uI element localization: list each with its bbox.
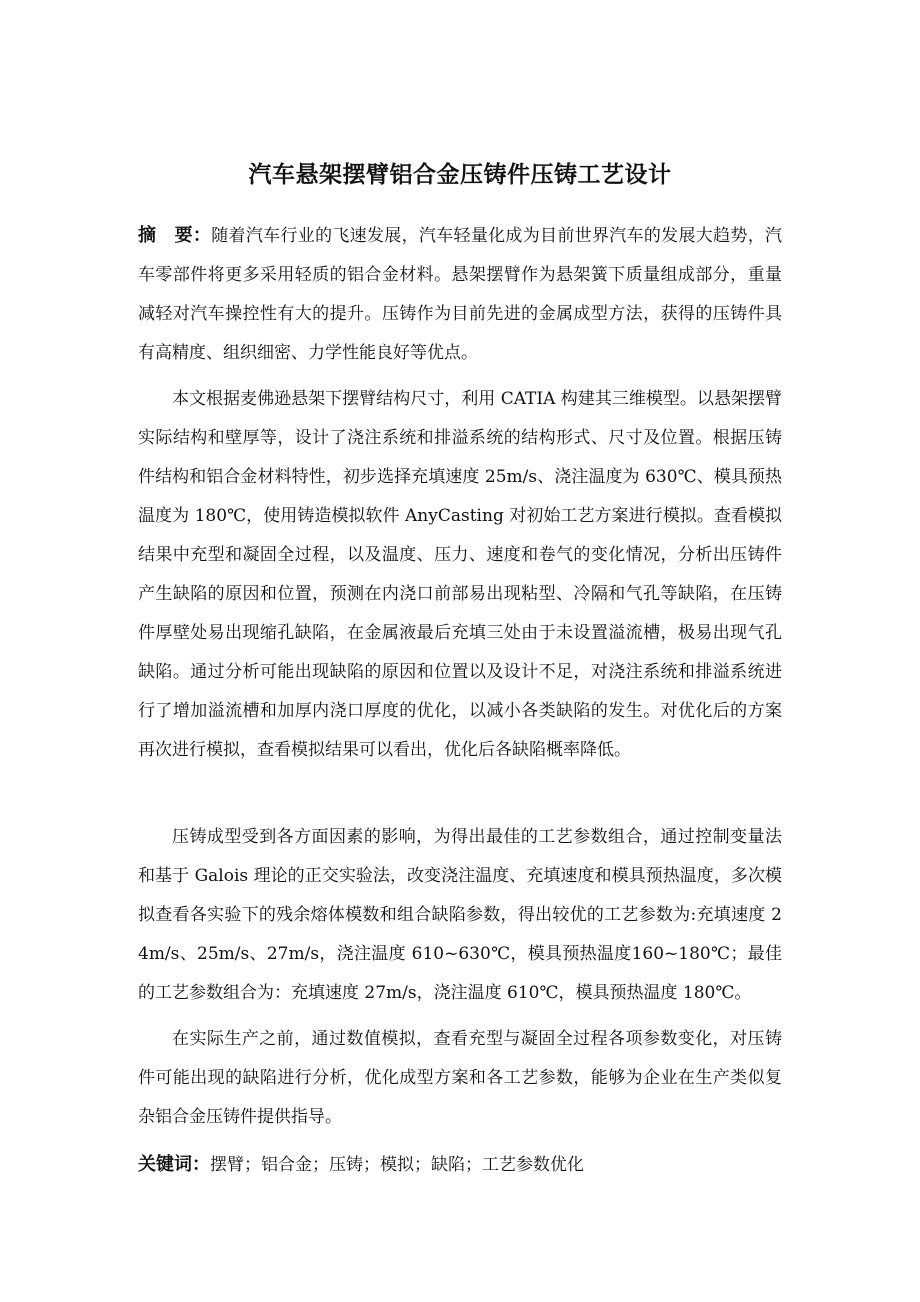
abstract-text: 随着汽车行业的飞速发展，汽车轻量化成为目前世界汽车的发展大趋势，汽车零部件将更多采用轻质的铝合金材料。悬架摆臂作为悬架簧下质量组成部分，重量减轻对汽车操控性有大的提升。压铸作为目前先进的金属成型方法，获得的压铸件具有高精度、组织细密、力学性能良好等优点。 xyxy=(138,226,783,363)
keywords-line xyxy=(138,1145,782,1185)
body-paragraph-method: 本文根据麦佛逊悬架下摆臂结构尺寸，利用 CATIA 构建其三维模型。以悬架摆臂实际结构和壁厚等，设计了浇注系统和排溢系统的结构形式、尺寸及位置。根据压铸件结构和铝合金材料特性，初步选择充填速度 25m/s、浇注温度为 630℃、模具预热温度为 180℃，使用铸造模拟软件 AnyCasting 对初始工艺方案进行模拟。查看模拟结果中充型和凝固全过程，以及温度、压力、速度和卷气的变化情况，分析出压铸件产生缺陷的原因和位置，预测在内浇口前部易出现粘型、冷隔和气孔等缺陷，在压铸件厚壁处易出现缩孔缺陷，在金属液最后充填三处由于未设置溢流槽，极易出现气孔缺陷。通过分析可能出现缺陷的原因和位置以及设计不足，对浇注系统和排溢系统进行了增加溢流槽和加厚内浇口厚度的优化，以减小各类缺陷的发生。对优化后的方案再次进行模拟，查看模拟结果可以看出，优化后各缺陷概率降低。 xyxy=(138,389,782,760)
body-paragraph-parameters: 压铸成型受到各方面因素的影响，为得出最佳的工艺参数组合，通过控制变量法和基于 Galois 理论的正交实验法，改变浇注温度、充填速度和模具预热温度，多次模拟查看各实验下的残余熔体模数和组合缺陷参数，得出较优的工艺参数为:充填速度 24m/s、25m/s、27m/s，浇注温度 610~630℃，模具预热温度160~180℃；最佳的工艺参数组合为：充填速度 27m/s，浇注温度 610℃，模具预热温度 180℃。 xyxy=(138,827,782,1003)
keywords-text: 摆臂；铝合金；压铸；模拟；缺陷；工艺参数优化 xyxy=(210,1155,584,1175)
body-paragraph-conclusion: 在实际生产之前，通过数值模拟，查看充型与凝固全过程各项参数变化，对压铸件可能出现的缺陷进行分析，优化成型方案和各工艺参数，能够为企业在生产类似复杂铝合金压铸件提供指导。 xyxy=(138,1029,782,1127)
abstract-label: 摘 要： xyxy=(138,225,212,246)
abstract-paragraph xyxy=(138,216,782,373)
document-title: 汽车悬架摆臂铝合金压铸件压铸工艺设计 xyxy=(248,162,672,188)
keywords-label: 关键词： xyxy=(138,1154,210,1175)
